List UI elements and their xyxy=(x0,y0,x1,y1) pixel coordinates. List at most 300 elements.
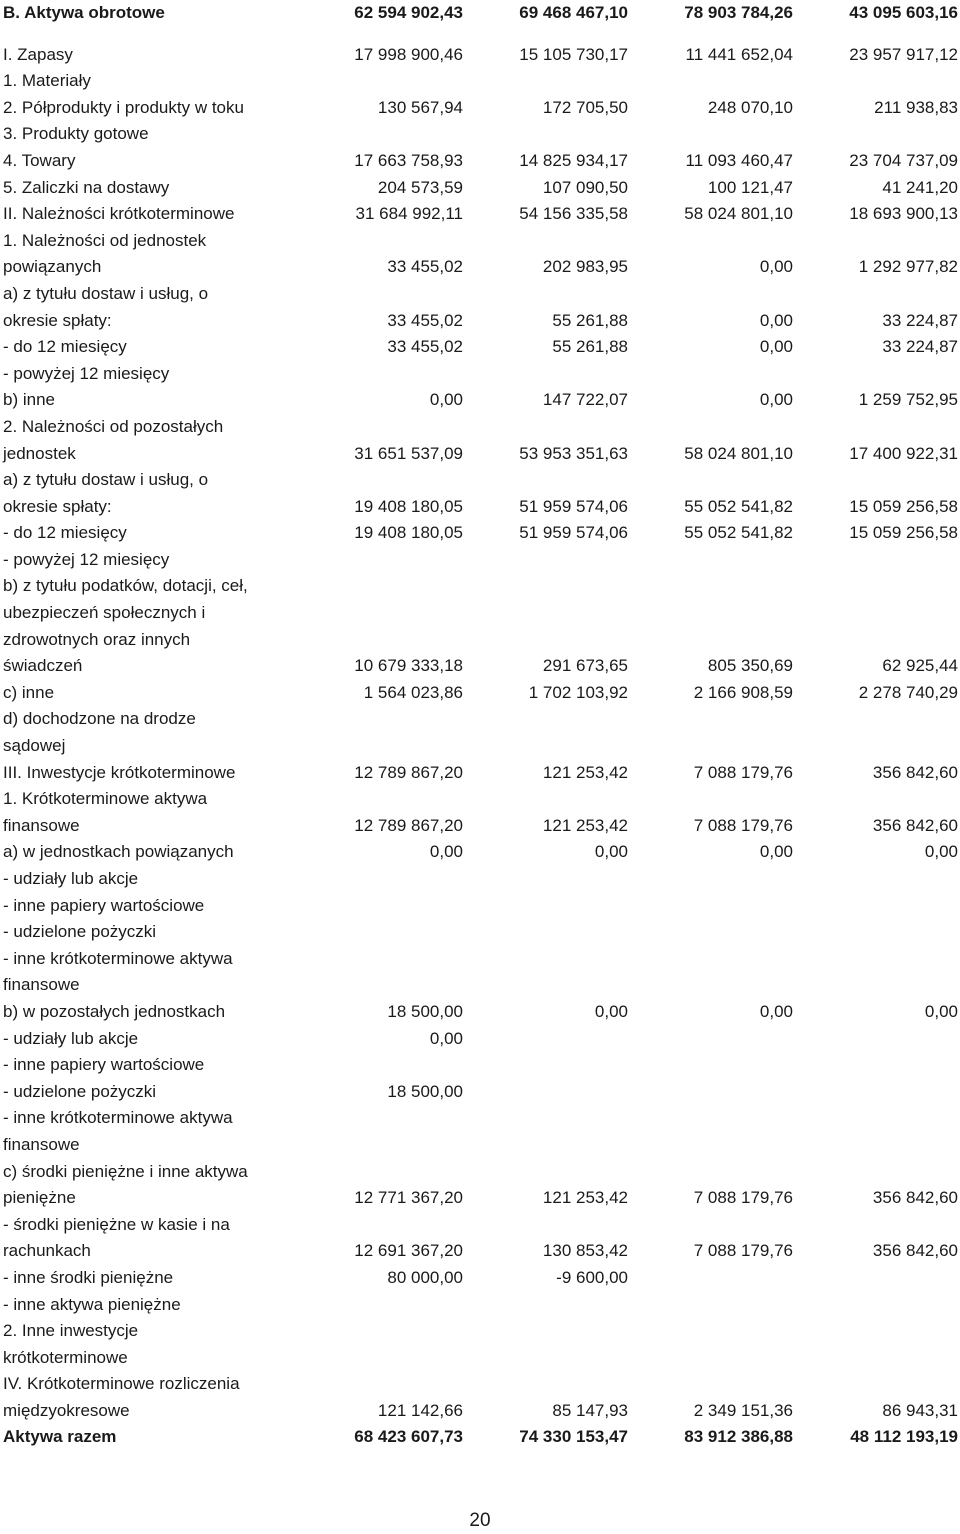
value-cell-col2 xyxy=(463,361,628,388)
value-cell-col3 xyxy=(628,573,793,600)
value-cell-col2: 53 953 351,63 xyxy=(519,443,628,463)
value-cell-col1 xyxy=(298,361,463,388)
value-cell-col1 xyxy=(298,121,463,148)
row-label: - inne papiery wartościowe xyxy=(3,1055,205,1075)
value-cell-col1 xyxy=(298,893,463,920)
value-cell-col1 xyxy=(298,281,463,308)
value-cell-col1: 68 423 607,73 xyxy=(354,1427,463,1447)
row-label: okresie spłaty: xyxy=(3,310,112,330)
value-cell-col1: 0,00 xyxy=(429,390,463,410)
value-cell-col2: 121 253,42 xyxy=(542,1188,628,1208)
value-cell-col1 xyxy=(298,919,463,946)
value-cell-col3: 83 912 386,88 xyxy=(684,1427,793,1447)
table-row xyxy=(3,1026,958,1053)
table-row xyxy=(3,95,958,122)
value-cell-col2: 107 090,50 xyxy=(542,177,628,197)
row-label: powiązanych xyxy=(3,257,102,277)
value-cell-col3 xyxy=(628,600,793,627)
table-row xyxy=(3,627,958,654)
value-cell-col2: 14 825 934,17 xyxy=(519,150,628,170)
table-row xyxy=(3,414,958,441)
value-cell-col3 xyxy=(628,1026,793,1053)
value-cell-col2: 69 468 467,10 xyxy=(519,3,628,22)
value-cell-col2 xyxy=(463,866,628,893)
row-label: - inne krótkoterminowe aktywa xyxy=(3,948,233,968)
value-cell-col3 xyxy=(628,1105,793,1132)
value-cell-col2 xyxy=(463,919,628,946)
value-cell-col4 xyxy=(793,786,958,813)
value-cell-col1: 1 564 023,86 xyxy=(363,682,463,702)
value-cell-col4 xyxy=(793,1318,958,1345)
value-cell-col4 xyxy=(793,281,958,308)
table-row xyxy=(3,1292,958,1319)
row-label: 4. Towary xyxy=(3,150,76,170)
value-cell-col4: 62 925,44 xyxy=(882,656,958,676)
row-label: II. Należności krótkoterminowe xyxy=(3,204,235,224)
value-cell-col2: 85 147,93 xyxy=(552,1400,628,1420)
value-cell-col2: 172 705,50 xyxy=(542,97,628,117)
value-cell-col2 xyxy=(463,1292,628,1319)
value-cell-col1: 19 408 180,05 xyxy=(354,496,463,516)
table-row xyxy=(3,972,958,999)
value-cell-col1: 33 455,02 xyxy=(387,257,463,277)
table-row xyxy=(3,334,958,361)
value-cell-col4 xyxy=(793,866,958,893)
value-cell-col3 xyxy=(628,121,793,148)
value-cell-col2 xyxy=(463,1052,628,1079)
table-row xyxy=(3,281,958,308)
table-row xyxy=(3,813,958,840)
row-label: c) środki pieniężne i inne aktywa xyxy=(3,1161,248,1181)
value-cell-col1: 33 455,02 xyxy=(387,337,463,357)
value-cell-col4 xyxy=(793,1052,958,1079)
value-cell-col4: 33 224,87 xyxy=(882,337,958,357)
value-cell-col4 xyxy=(793,600,958,627)
value-cell-col4 xyxy=(793,706,958,733)
row-label: b) z tytułu podatków, dotacji, ceł, xyxy=(3,576,248,596)
value-cell-col1 xyxy=(298,1105,463,1132)
value-cell-col3 xyxy=(628,706,793,733)
table-row xyxy=(3,839,958,866)
value-cell-col1: 12 789 867,20 xyxy=(354,815,463,835)
value-cell-col3 xyxy=(628,467,793,494)
value-cell-col3: 0,00 xyxy=(759,390,793,410)
row-label: b) inne xyxy=(3,390,55,410)
table-row xyxy=(3,68,958,95)
balance-sheet-rows xyxy=(3,0,958,1451)
value-cell-col1 xyxy=(298,600,463,627)
value-cell-col2: 74 330 153,47 xyxy=(519,1427,628,1447)
row-label: świadczeń xyxy=(3,656,83,676)
value-cell-col4: 33 224,87 xyxy=(882,310,958,330)
table-row xyxy=(3,573,958,600)
row-label: I. Zapasy xyxy=(3,44,73,64)
value-cell-col4: 211 938,83 xyxy=(874,97,958,117)
table-row xyxy=(3,1079,958,1106)
table-row xyxy=(3,706,958,733)
row-label: 2. Inne inwestycje xyxy=(3,1321,139,1341)
table-row xyxy=(3,1052,958,1079)
value-cell-col2: 55 261,88 xyxy=(552,337,628,357)
value-cell-col4 xyxy=(793,946,958,973)
row-label: - do 12 miesięcy xyxy=(3,337,127,357)
row-label: 2. Należności od pozostałych xyxy=(3,416,224,436)
value-cell-col4: 48 112 193,19 xyxy=(850,1427,958,1447)
value-cell-col2: 55 261,88 xyxy=(552,310,628,330)
value-cell-col3 xyxy=(628,893,793,920)
row-label: finansowe xyxy=(3,975,80,995)
value-cell-col2: 51 959 574,06 xyxy=(519,496,628,516)
value-cell-col1 xyxy=(298,1159,463,1186)
value-cell-col3 xyxy=(628,946,793,973)
value-cell-col4: 43 095 603,16 xyxy=(849,3,958,22)
value-cell-col3: 55 052 541,82 xyxy=(684,523,793,543)
row-label: 1. Należności od jednostek xyxy=(3,230,207,250)
table-row xyxy=(3,201,958,228)
value-cell-col2 xyxy=(463,1159,628,1186)
row-label: - inne aktywa pieniężne xyxy=(3,1294,181,1314)
value-cell-col2 xyxy=(463,281,628,308)
value-cell-col1 xyxy=(298,733,463,760)
value-cell-col2 xyxy=(463,1079,628,1106)
row-label: - inne papiery wartościowe xyxy=(3,895,205,915)
value-cell-col1: 80 000,00 xyxy=(387,1267,463,1287)
table-row xyxy=(3,760,958,787)
value-cell-col3: 7 088 179,76 xyxy=(693,1188,793,1208)
value-cell-col1: 121 142,66 xyxy=(377,1400,463,1420)
value-cell-col4: 23 704 737,09 xyxy=(849,150,958,170)
row-label: - powyżej 12 miesięcy xyxy=(3,549,170,569)
value-cell-col4 xyxy=(793,1132,958,1159)
value-cell-col3 xyxy=(628,919,793,946)
value-cell-col3: 100 121,47 xyxy=(707,177,793,197)
value-cell-col1: 17 998 900,46 xyxy=(354,44,463,64)
value-cell-col3 xyxy=(628,547,793,574)
value-cell-col4: 1 259 752,95 xyxy=(858,390,958,410)
table-row xyxy=(3,1265,958,1292)
value-cell-col2 xyxy=(463,1212,628,1239)
row-label: - udzielone pożyczki xyxy=(3,922,157,942)
value-cell-col1 xyxy=(298,547,463,574)
row-label: IV. Krótkoterminowe rozliczenia xyxy=(3,1374,240,1394)
value-cell-col1 xyxy=(298,972,463,999)
value-cell-col4: 15 059 256,58 xyxy=(849,496,958,516)
value-cell-col3 xyxy=(628,1052,793,1079)
value-cell-col2: 130 853,42 xyxy=(542,1241,628,1261)
value-cell-col4 xyxy=(793,1292,958,1319)
value-cell-col1 xyxy=(298,866,463,893)
value-cell-col4 xyxy=(793,1212,958,1239)
value-cell-col1 xyxy=(298,228,463,255)
table-row xyxy=(3,148,958,175)
table-row xyxy=(3,1345,958,1372)
value-cell-col1: 31 651 537,09 xyxy=(354,443,463,463)
value-cell-col4 xyxy=(793,547,958,574)
value-cell-col4: 86 943,31 xyxy=(882,1400,958,1420)
value-cell-col1 xyxy=(298,467,463,494)
table-row xyxy=(3,361,958,388)
value-cell-col3: 11 093 460,47 xyxy=(685,150,793,170)
value-cell-col2 xyxy=(463,706,628,733)
value-cell-col2 xyxy=(463,1318,628,1345)
value-cell-col1 xyxy=(298,1132,463,1159)
row-label: międzyokresowe xyxy=(3,1400,130,1420)
value-cell-col3 xyxy=(628,361,793,388)
value-cell-col3: 0,00 xyxy=(759,310,793,330)
table-row xyxy=(3,1185,958,1212)
table-row xyxy=(3,866,958,893)
table-row xyxy=(3,494,958,521)
value-cell-col3: 0,00 xyxy=(759,842,793,862)
value-cell-col3 xyxy=(628,786,793,813)
value-cell-col2: 1 702 103,92 xyxy=(528,682,628,702)
value-cell-col4: 18 693 900,13 xyxy=(849,204,958,224)
table-row xyxy=(3,1424,958,1451)
value-cell-col4 xyxy=(793,1371,958,1398)
value-cell-col4 xyxy=(793,121,958,148)
value-cell-col3: 11 441 652,04 xyxy=(685,44,793,64)
value-cell-col2 xyxy=(463,1345,628,1372)
value-cell-col4: 356 842,60 xyxy=(872,762,958,782)
value-cell-col4: 356 842,60 xyxy=(872,1188,958,1208)
table-row xyxy=(3,680,958,707)
value-cell-col1 xyxy=(298,627,463,654)
table-row xyxy=(3,520,958,547)
value-cell-col2 xyxy=(463,1026,628,1053)
row-label: pieniężne xyxy=(3,1188,76,1208)
row-label: Aktywa razem xyxy=(3,1427,117,1447)
row-label: a) z tytułu dostaw i usług, o xyxy=(3,283,209,303)
value-cell-col4 xyxy=(793,893,958,920)
value-cell-col2 xyxy=(463,1371,628,1398)
value-cell-col3: 58 024 801,10 xyxy=(684,204,793,224)
value-cell-col1 xyxy=(298,946,463,973)
table-row xyxy=(3,308,958,335)
value-cell-col1 xyxy=(298,1292,463,1319)
value-cell-col1: 18 500,00 xyxy=(387,1081,463,1101)
table-row xyxy=(3,733,958,760)
value-cell-col4: 0,00 xyxy=(924,842,958,862)
value-cell-col1 xyxy=(298,1318,463,1345)
table-row xyxy=(3,919,958,946)
value-cell-col3 xyxy=(628,1265,793,1292)
value-cell-col1: 18 500,00 xyxy=(387,1001,463,1021)
value-cell-col3 xyxy=(628,68,793,95)
value-cell-col1: 204 573,59 xyxy=(377,177,463,197)
value-cell-col3 xyxy=(628,1371,793,1398)
value-cell-col1: 12 771 367,20 xyxy=(354,1188,463,1208)
value-cell-col4: 356 842,60 xyxy=(872,815,958,835)
value-cell-col3: 2 349 151,36 xyxy=(693,1400,793,1420)
row-label: 2. Półprodukty i produkty w toku xyxy=(3,97,244,117)
value-cell-col3 xyxy=(628,1292,793,1319)
value-cell-col4 xyxy=(793,972,958,999)
value-cell-col3 xyxy=(628,228,793,255)
value-cell-col1 xyxy=(298,706,463,733)
value-cell-col2: 147 722,07 xyxy=(542,390,628,410)
value-cell-col1 xyxy=(298,68,463,95)
value-cell-col3 xyxy=(628,1212,793,1239)
value-cell-col2 xyxy=(463,547,628,574)
value-cell-col4 xyxy=(793,1026,958,1053)
value-cell-col1 xyxy=(298,786,463,813)
row-label: 3. Produkty gotowe xyxy=(3,124,149,144)
row-label: zdrowotnych oraz innych xyxy=(3,629,191,649)
value-cell-col4 xyxy=(793,361,958,388)
value-cell-col2: 121 253,42 xyxy=(542,815,628,835)
value-cell-col4 xyxy=(793,733,958,760)
value-cell-col2 xyxy=(463,972,628,999)
value-cell-col1: 12 789 867,20 xyxy=(354,762,463,782)
value-cell-col3: 0,00 xyxy=(759,337,793,357)
value-cell-col3 xyxy=(628,1159,793,1186)
value-cell-col3 xyxy=(628,733,793,760)
value-cell-col2: 291 673,65 xyxy=(542,656,628,676)
table-row xyxy=(3,1212,958,1239)
row-label: - powyżej 12 miesięcy xyxy=(3,363,170,383)
value-cell-col3 xyxy=(628,972,793,999)
value-cell-col1 xyxy=(298,1345,463,1372)
balance-sheet-table xyxy=(3,0,958,1451)
row-label: ubezpieczeń społecznych i xyxy=(3,603,206,623)
value-cell-col1 xyxy=(298,414,463,441)
value-cell-col1: 19 408 180,05 xyxy=(354,523,463,543)
table-row xyxy=(3,121,958,148)
value-cell-col4: 41 241,20 xyxy=(882,177,958,197)
value-cell-col4: 15 059 256,58 xyxy=(849,523,958,543)
value-cell-col4 xyxy=(793,1159,958,1186)
table-row xyxy=(3,946,958,973)
value-cell-col3 xyxy=(628,1132,793,1159)
row-label: rachunkach xyxy=(3,1241,91,1261)
table-row xyxy=(3,254,958,281)
row-label: B. Aktywa obrotowe xyxy=(3,3,165,22)
value-cell-col2 xyxy=(463,893,628,920)
value-cell-col3 xyxy=(628,1318,793,1345)
table-row xyxy=(3,1398,958,1425)
table-row xyxy=(3,40,958,69)
table-row xyxy=(3,1105,958,1132)
value-cell-col2 xyxy=(463,467,628,494)
value-cell-col3: 2 166 908,59 xyxy=(693,682,793,702)
table-row xyxy=(3,1238,958,1265)
value-cell-col3: 7 088 179,76 xyxy=(693,1241,793,1261)
table-row xyxy=(3,1159,958,1186)
value-cell-col2 xyxy=(463,1105,628,1132)
table-row xyxy=(3,999,958,1026)
table-row xyxy=(3,1318,958,1345)
value-cell-col1: 17 663 758,93 xyxy=(354,150,463,170)
value-cell-col1: 0,00 xyxy=(429,842,463,862)
value-cell-col4: 356 842,60 xyxy=(872,1241,958,1261)
table-row xyxy=(3,786,958,813)
value-cell-col2 xyxy=(463,573,628,600)
value-cell-col3: 7 088 179,76 xyxy=(693,762,793,782)
row-label: a) z tytułu dostaw i usług, o xyxy=(3,470,209,490)
table-row xyxy=(3,0,958,40)
table-row xyxy=(3,653,958,680)
table-row xyxy=(3,441,958,468)
table-row xyxy=(3,1371,958,1398)
value-cell-col1: 62 594 902,43 xyxy=(354,3,463,22)
value-cell-col2 xyxy=(463,68,628,95)
table-row xyxy=(3,228,958,255)
table-row xyxy=(3,1132,958,1159)
table-row xyxy=(3,175,958,202)
value-cell-col2: 15 105 730,17 xyxy=(519,44,628,64)
value-cell-col4 xyxy=(793,1105,958,1132)
value-cell-col2: 202 983,95 xyxy=(542,257,628,277)
value-cell-col2: 121 253,42 xyxy=(542,762,628,782)
value-cell-col4: 1 292 977,82 xyxy=(858,257,958,277)
value-cell-col4: 23 957 917,12 xyxy=(849,44,958,64)
value-cell-col3 xyxy=(628,414,793,441)
table-row xyxy=(3,600,958,627)
table-row xyxy=(3,893,958,920)
row-label: okresie spłaty: xyxy=(3,496,112,516)
value-cell-col3: 0,00 xyxy=(759,1001,793,1021)
row-label: finansowe xyxy=(3,1134,80,1154)
value-cell-col2 xyxy=(463,627,628,654)
value-cell-col1: 130 567,94 xyxy=(377,97,463,117)
value-cell-col2: 0,00 xyxy=(594,842,628,862)
row-label: c) inne xyxy=(3,682,55,702)
row-label: 5. Zaliczki na dostawy xyxy=(3,177,170,197)
value-cell-col1 xyxy=(298,1371,463,1398)
row-label: III. Inwestycje krótkoterminowe xyxy=(3,762,236,782)
value-cell-col3: 78 903 784,26 xyxy=(684,3,793,22)
value-cell-col3: 805 350,69 xyxy=(707,656,793,676)
value-cell-col2 xyxy=(463,414,628,441)
value-cell-col2 xyxy=(463,786,628,813)
value-cell-col2 xyxy=(463,600,628,627)
row-label: 1. Krótkoterminowe aktywa xyxy=(3,789,208,809)
row-label: d) dochodzone na drodze xyxy=(3,709,196,729)
row-label: a) w jednostkach powiązanych xyxy=(3,842,234,862)
value-cell-col4 xyxy=(793,228,958,255)
row-label: - udziały lub akcje xyxy=(3,869,139,888)
value-cell-col4 xyxy=(793,1345,958,1372)
value-cell-col2 xyxy=(463,228,628,255)
row-label: - środki pieniężne w kasie i na xyxy=(3,1214,230,1234)
value-cell-col4 xyxy=(793,1079,958,1106)
table-row xyxy=(3,467,958,494)
row-label: jednostek xyxy=(3,443,76,463)
page-number: 20 xyxy=(469,1510,491,1531)
value-cell-col1: 10 679 333,18 xyxy=(354,656,463,676)
value-cell-col3 xyxy=(628,1079,793,1106)
value-cell-col2 xyxy=(463,733,628,760)
value-cell-col4: 2 278 740,29 xyxy=(858,682,958,702)
row-label: - inne środki pieniężne xyxy=(3,1267,174,1287)
value-cell-col4 xyxy=(793,414,958,441)
value-cell-col2: 0,00 xyxy=(594,1001,628,1021)
value-cell-col3: 248 070,10 xyxy=(707,97,793,117)
value-cell-col1: 0,00 xyxy=(429,1028,463,1048)
value-cell-col2 xyxy=(463,121,628,148)
value-cell-col4 xyxy=(793,1265,958,1292)
row-label: - udzielone pożyczki xyxy=(3,1081,157,1101)
row-label: - do 12 miesięcy xyxy=(3,523,127,543)
row-label: krótkoterminowe xyxy=(3,1347,128,1367)
value-cell-col3 xyxy=(628,627,793,654)
value-cell-col2: 51 959 574,06 xyxy=(519,523,628,543)
value-cell-col2: -9 600,00 xyxy=(556,1267,628,1287)
value-cell-col2 xyxy=(463,946,628,973)
value-cell-col2 xyxy=(463,1132,628,1159)
value-cell-col1 xyxy=(298,573,463,600)
value-cell-col3 xyxy=(628,866,793,893)
